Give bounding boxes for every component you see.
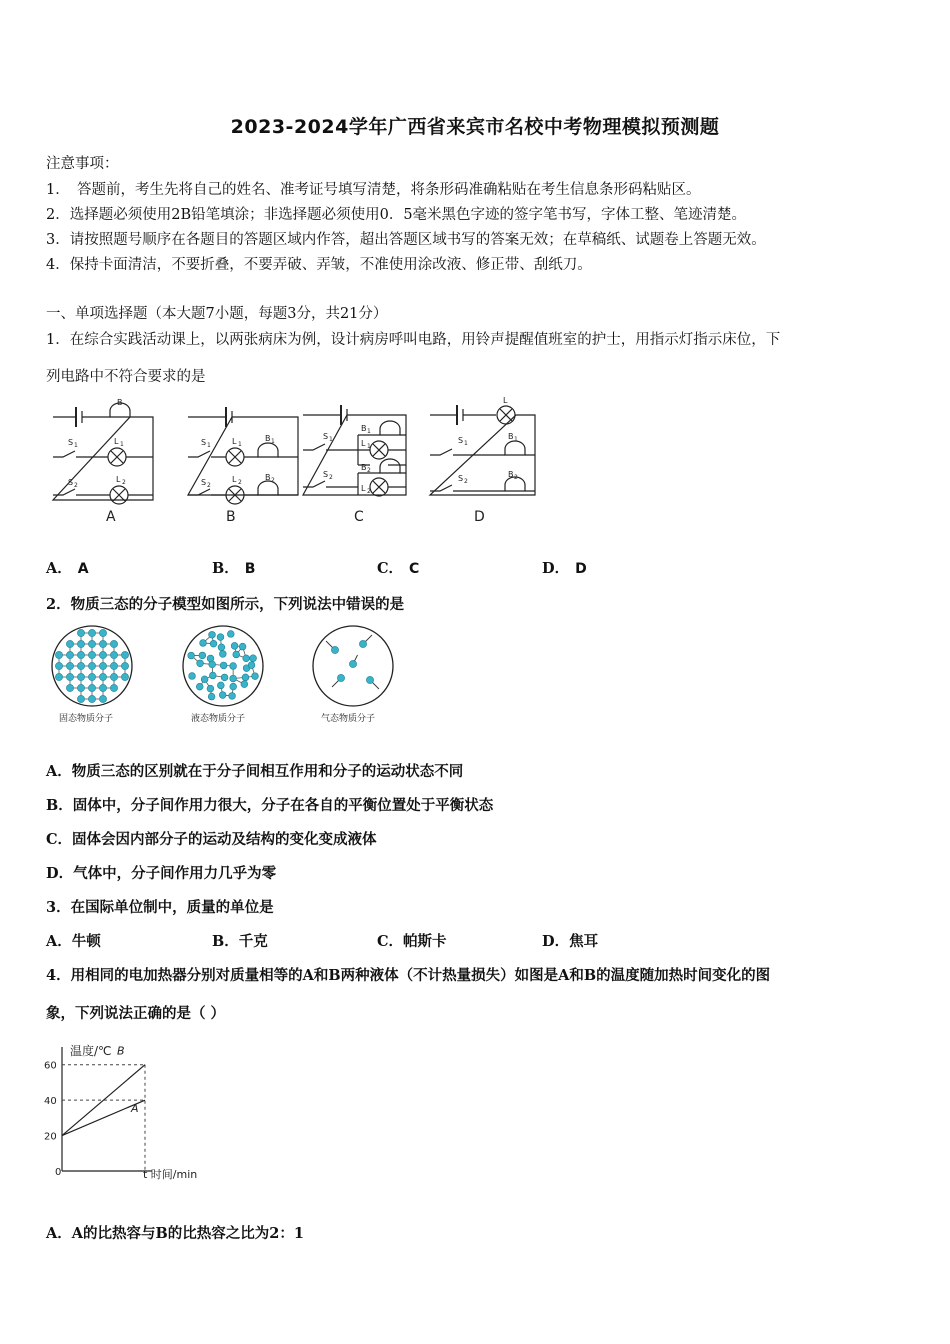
- molecule: [66, 651, 73, 658]
- notice-heading: 注意事项：: [46, 156, 119, 172]
- molecule: [77, 684, 84, 691]
- molecule: [121, 662, 128, 669]
- molecule: [230, 683, 237, 690]
- svg-text:1: 1: [271, 438, 275, 445]
- q4-stem-line1: 4．用相同的电加热器分别对质量相等的A和B两种液体（不计热量损失）如图是A和B的温度随加热时间变化的图: [46, 967, 771, 984]
- molecule: [233, 651, 240, 658]
- molecule: [210, 640, 217, 647]
- caption-solid: 固态物质分子: [59, 714, 114, 724]
- svg-text:B: B: [361, 463, 367, 472]
- svg-text:S: S: [68, 438, 74, 447]
- molecule: [121, 651, 128, 658]
- molecule: [250, 655, 257, 662]
- circuit-d: [430, 405, 535, 495]
- svg-text:S: S: [201, 478, 207, 487]
- svg-text:S: S: [201, 438, 207, 447]
- molecule: [66, 662, 73, 669]
- molecule: [189, 673, 196, 680]
- svg-text:L: L: [114, 437, 119, 446]
- molecule: [55, 651, 62, 658]
- molecule: [110, 684, 117, 691]
- molecule: [219, 651, 226, 658]
- molecule: [209, 661, 216, 668]
- circuit-label: A: [106, 509, 116, 525]
- svg-text:B: B: [361, 424, 367, 433]
- molecule: [248, 662, 255, 669]
- section-heading: 一、单项选择题（本大题7小题，每题3分，共21分）: [46, 306, 388, 322]
- y-tick-label: 40: [44, 1096, 57, 1108]
- circuit-c: [303, 405, 406, 496]
- molecule: [252, 673, 259, 680]
- svg-text:B: B: [117, 398, 123, 407]
- svg-text:B: B: [265, 434, 271, 443]
- svg-text:B: B: [265, 473, 271, 482]
- q2-option-b[interactable]: B．固体中，分子间作用力很大，分子在各自的平衡位置处于平衡状态: [46, 797, 494, 814]
- molecule: [88, 673, 95, 680]
- svg-text:S: S: [68, 478, 74, 487]
- circuit-b: [188, 407, 298, 504]
- molecule: [359, 640, 366, 647]
- svg-text:1: 1: [238, 441, 242, 448]
- svg-text:S: S: [323, 470, 329, 479]
- svg-text:B: B: [508, 470, 514, 479]
- molecule: [196, 683, 203, 690]
- svg-text:B: B: [508, 432, 514, 441]
- molecule: [366, 676, 373, 683]
- svg-text:1: 1: [367, 443, 371, 450]
- q2-option-a[interactable]: A．物质三态的区别就在于分子间相互作用和分子的运动状态不同: [46, 763, 464, 780]
- q3-option-d[interactable]: D．焦耳: [542, 933, 599, 950]
- svg-text:2: 2: [329, 474, 333, 481]
- molecule: [77, 673, 84, 680]
- page-title: 2023-2024学年广西省来宾市名校中考物理模拟预测题: [230, 116, 720, 138]
- svg-text:2: 2: [367, 467, 371, 474]
- caption-liquid: 液态物质分子: [191, 714, 246, 724]
- molecule: [110, 662, 117, 669]
- q1-circuit-diagrams: [40, 395, 560, 530]
- svg-text:2: 2: [122, 479, 126, 486]
- molecule: [77, 629, 84, 636]
- circuit-label: B: [226, 509, 236, 525]
- molecule: [209, 631, 216, 638]
- molecule: [77, 695, 84, 702]
- molecule: [88, 651, 95, 658]
- molecule: [243, 655, 250, 662]
- q1-stem-line2: 列电路中不符合要求的是: [46, 369, 206, 385]
- molecule: [207, 685, 214, 692]
- molecule: [88, 695, 95, 702]
- q1-option-c[interactable]: C． C: [377, 560, 420, 577]
- molecule: [197, 660, 204, 667]
- q4-stem-line2: 象，下列说法正确的是（ ）: [46, 1005, 226, 1022]
- molecule: [66, 640, 73, 647]
- molecule: [242, 674, 249, 681]
- svg-text:1: 1: [329, 436, 333, 443]
- svg-text:L: L: [361, 484, 366, 493]
- q3-option-c[interactable]: C．帕斯卡: [377, 933, 447, 950]
- molecule: [209, 672, 216, 679]
- molecule: [208, 693, 215, 700]
- molecule: [227, 631, 234, 638]
- molecule: [121, 673, 128, 680]
- notice-item: 4．保持卡面清洁，不要折叠，不要弄破、弄皱，不准使用涂改液、修正带、刮纸刀。: [46, 257, 592, 273]
- molecule: [66, 673, 73, 680]
- series-label-b: B: [117, 1044, 125, 1058]
- molecule: [201, 676, 208, 683]
- q3-stem: 3．在国际单位制中，质量的单位是: [46, 899, 274, 916]
- svg-text:S: S: [323, 432, 329, 441]
- molecule: [220, 662, 227, 669]
- circuit-a: [53, 403, 153, 504]
- circuit-label: C: [354, 509, 364, 525]
- molecule: [88, 662, 95, 669]
- notice-item: 3．请按照题号顺序在各题目的答题区域内作答，超出答题区域书写的答案无效；在草稿纸、试题卷上答题无效。: [46, 232, 766, 248]
- molecule: [88, 629, 95, 636]
- svg-text:L: L: [232, 437, 237, 446]
- caption-gas: 气态物质分子: [321, 714, 376, 724]
- notice-item: 1． 答题前，考生先将自己的姓名、准考证号填写清楚，将条形码准确粘贴在考生信息条形码粘贴区。: [46, 182, 701, 198]
- q4-option-a[interactable]: A．A的比热容与B的比热容之比为2：1: [46, 1225, 304, 1242]
- svg-text:1: 1: [207, 442, 211, 449]
- svg-text:2: 2: [514, 474, 518, 481]
- x-axis-label: t 时间/min: [143, 1168, 198, 1181]
- origin-label: 0: [55, 1167, 62, 1178]
- svg-text:1: 1: [464, 440, 468, 447]
- molecule: [99, 673, 106, 680]
- molecule: [110, 673, 117, 680]
- molecule: [217, 682, 224, 689]
- molecule: [55, 662, 62, 669]
- molecule: [88, 684, 95, 691]
- y-tick-label: 60: [44, 1060, 57, 1072]
- svg-text:L: L: [361, 439, 366, 448]
- svg-text:2: 2: [367, 488, 371, 495]
- svg-text:L: L: [232, 475, 237, 484]
- svg-text:S: S: [458, 436, 464, 445]
- svg-text:2: 2: [74, 482, 78, 489]
- svg-text:1: 1: [514, 436, 518, 443]
- molecule: [200, 640, 207, 647]
- notice-item: 2．选择题必须使用2B铅笔填涂；非选择题必须使用0．5毫米黑色字迹的签字笔书写，字体工整、笔迹清楚。: [46, 207, 747, 223]
- circuit-label: D: [474, 509, 485, 525]
- molecule: [77, 662, 84, 669]
- molecule: [219, 692, 226, 699]
- q4-temperature-chart: [40, 1035, 230, 1185]
- molecule: [217, 634, 224, 641]
- molecule: [199, 652, 206, 659]
- molecule: [99, 629, 106, 636]
- molecule: [239, 643, 246, 650]
- molecule: [188, 652, 195, 659]
- molecule: [230, 663, 237, 670]
- svg-text:2: 2: [207, 482, 211, 489]
- q3-option-a[interactable]: A．牛顿: [46, 933, 101, 950]
- q1-option-b[interactable]: B． B: [212, 560, 256, 577]
- q2-option-c[interactable]: C．固体会因内部分子的运动及结构的变化变成液体: [46, 831, 377, 848]
- molecule: [331, 646, 338, 653]
- y-axis-label: 温度/℃: [70, 1044, 112, 1058]
- molecule: [110, 651, 117, 658]
- svg-text:1: 1: [74, 442, 78, 449]
- molecule: [221, 674, 228, 681]
- svg-text:1: 1: [367, 428, 371, 435]
- svg-text:L: L: [116, 475, 121, 484]
- series-label-a: A: [131, 1102, 139, 1116]
- svg-text:1: 1: [120, 441, 124, 448]
- molecule: [99, 684, 106, 691]
- q1-option-d[interactable]: D． D: [542, 560, 587, 577]
- molecule: [66, 684, 73, 691]
- q1-option-a[interactable]: A． A: [46, 560, 89, 577]
- molecule: [99, 662, 106, 669]
- svg-text:S: S: [458, 474, 464, 483]
- molecule: [337, 674, 344, 681]
- svg-text:2: 2: [464, 478, 468, 485]
- molecule: [110, 640, 117, 647]
- svg-text:2: 2: [271, 477, 275, 484]
- molecule: [218, 644, 225, 651]
- molecule: [77, 640, 84, 647]
- y-tick-label: 20: [44, 1131, 57, 1143]
- q3-option-b[interactable]: B．千克: [212, 933, 268, 950]
- q2-molecule-diagrams: [45, 622, 405, 727]
- molecule: [99, 640, 106, 647]
- molecule: [349, 660, 356, 667]
- molecule: [231, 642, 238, 649]
- molecule: [77, 651, 84, 658]
- molecule: [88, 640, 95, 647]
- molecule: [99, 695, 106, 702]
- molecule: [229, 693, 236, 700]
- molecule: [230, 675, 237, 682]
- molecule: [55, 673, 62, 680]
- svg-text:L: L: [503, 396, 508, 405]
- q2-stem: 2．物质三态的分子模型如图所示，下列说法中错误的是: [46, 596, 405, 613]
- molecule: [99, 651, 106, 658]
- q2-option-d[interactable]: D．气体中，分子间作用力几乎为零: [46, 865, 277, 882]
- q1-stem-line1: 1．在综合实践活动课上，以两张病床为例，设计病房呼叫电路，用铃声提醒值班室的护士，用指示灯指示床位，下: [46, 332, 781, 348]
- svg-text:2: 2: [238, 479, 242, 486]
- molecule: [241, 681, 248, 688]
